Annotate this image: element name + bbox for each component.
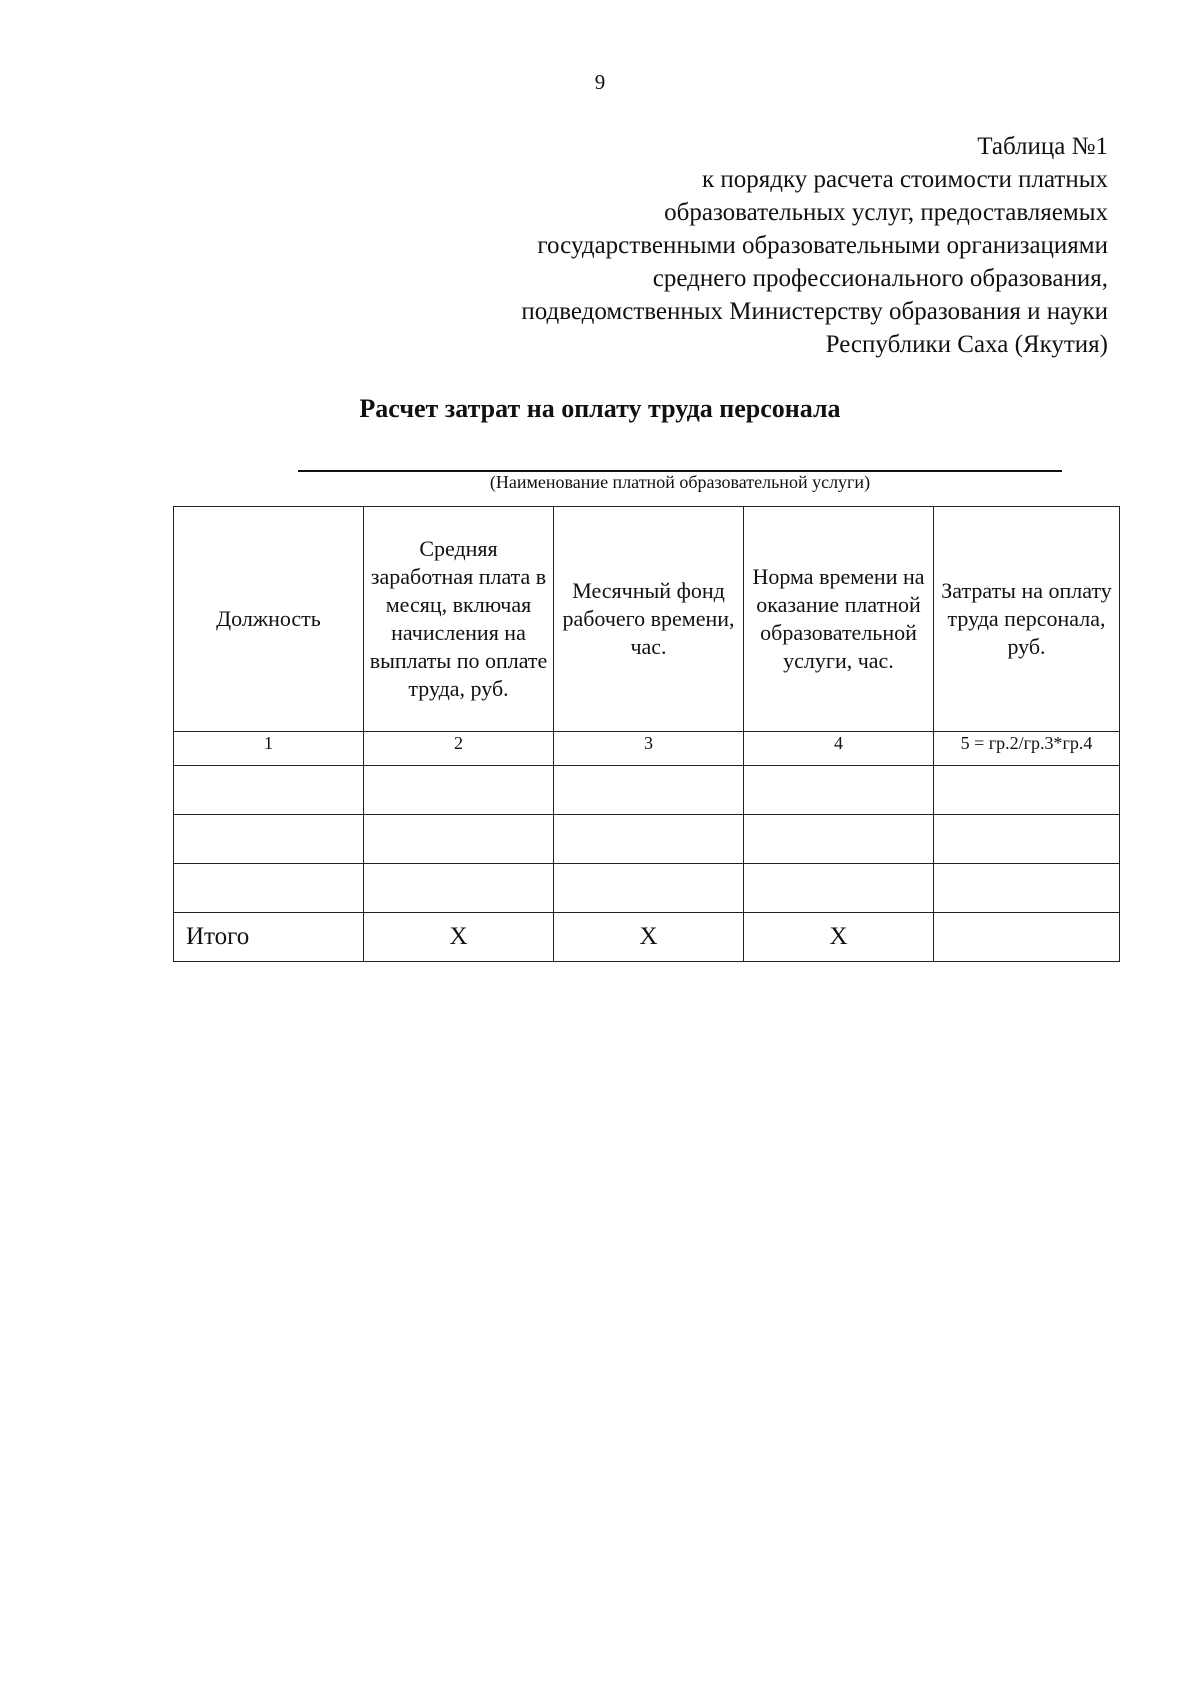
table-row bbox=[174, 815, 1120, 864]
table-cell bbox=[934, 766, 1120, 815]
total-cell-not-applicable: Х bbox=[364, 913, 554, 962]
table-row bbox=[174, 766, 1120, 815]
table-row bbox=[174, 864, 1120, 913]
column-number-formula: 5 = гр.2/гр.3*гр.4 bbox=[934, 732, 1120, 766]
appendix-line: среднего профессионального образования, bbox=[652, 265, 1108, 292]
document-title: Расчет затрат на оплату труда персонала bbox=[359, 394, 841, 423]
appendix-line: к порядку расчета стоимости платных bbox=[701, 166, 1108, 193]
total-labor-costs bbox=[934, 913, 1120, 962]
appendix-line: подведомственных Министерству образования и науки bbox=[521, 298, 1108, 325]
table-cell bbox=[744, 815, 934, 864]
header-labor-costs: Затраты на оплату труда персонала, руб. bbox=[934, 507, 1120, 732]
header-time-norm: Норма времени на оказание платной образовательной услуги, час. bbox=[744, 507, 934, 732]
table-cell bbox=[554, 864, 744, 913]
header-position: Должность bbox=[174, 507, 364, 732]
table-header-row bbox=[174, 507, 1120, 732]
appendix-line: образовательных услуг, предоставляемых bbox=[664, 199, 1108, 226]
total-row bbox=[174, 913, 1120, 962]
appendix-line: государственными образовательными организациями bbox=[537, 232, 1108, 259]
table-cell bbox=[934, 815, 1120, 864]
table-cell bbox=[934, 864, 1120, 913]
header-monthly-work-fund: Месячный фонд рабочего времени, час. bbox=[554, 507, 744, 732]
table-cell bbox=[554, 766, 744, 815]
appendix-line: Республики Саха (Якутия) bbox=[825, 331, 1108, 358]
table-cell bbox=[174, 864, 364, 913]
table-cell bbox=[174, 766, 364, 815]
column-number: 3 bbox=[554, 732, 744, 766]
total-label: Итого bbox=[174, 913, 364, 962]
column-number: 1 bbox=[174, 732, 364, 766]
appendix-block bbox=[348, 130, 1108, 361]
service-name-caption: (Наименование платной образовательной услуги) bbox=[489, 472, 871, 492]
column-number: 4 bbox=[744, 732, 934, 766]
table-cell bbox=[364, 864, 554, 913]
total-cell-not-applicable: Х bbox=[744, 913, 934, 962]
total-cell-not-applicable: Х bbox=[554, 913, 744, 962]
table-cell bbox=[364, 766, 554, 815]
table-cell bbox=[744, 864, 934, 913]
table-cell bbox=[364, 815, 554, 864]
page-number: 9 bbox=[594, 70, 606, 94]
table-cell bbox=[174, 815, 364, 864]
header-average-salary: Средняя заработная плата в месяц, включая начисления на выплаты по оплате труда, руб. bbox=[364, 507, 554, 732]
column-number: 2 bbox=[364, 732, 554, 766]
column-numbers-row bbox=[174, 732, 1120, 766]
table-cell bbox=[554, 815, 744, 864]
table-cell bbox=[744, 766, 934, 815]
appendix-line-table-number: Таблица №1 bbox=[977, 133, 1108, 160]
labor-cost-table bbox=[173, 506, 1120, 962]
